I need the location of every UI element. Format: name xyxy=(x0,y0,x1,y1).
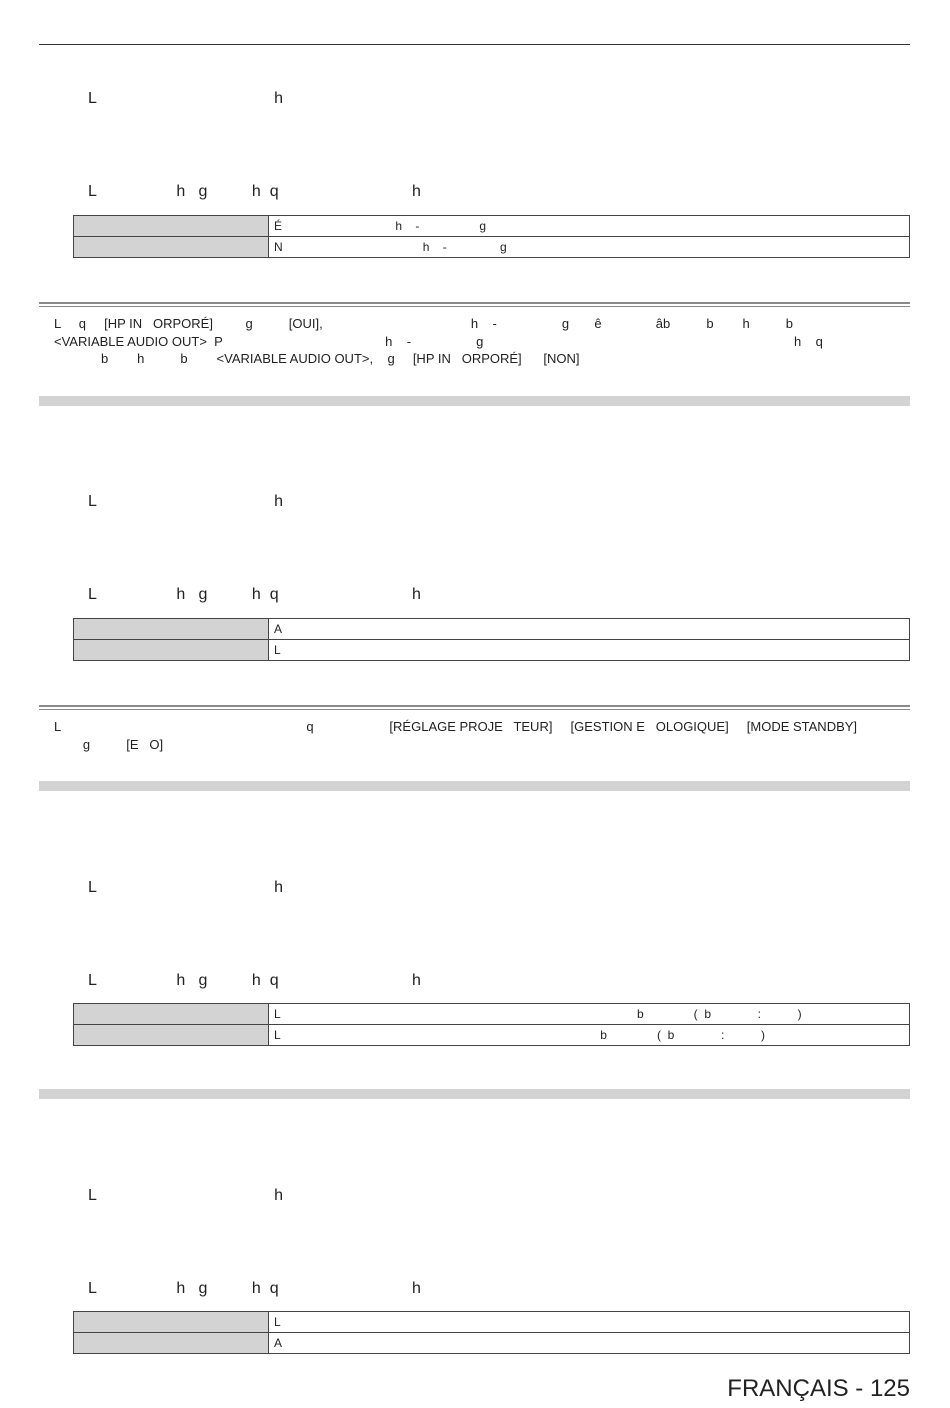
table-row xyxy=(74,216,910,237)
note-line: g [E O] xyxy=(54,737,164,752)
option-description: N h - g xyxy=(269,237,910,258)
section-4-intro: L h xyxy=(88,1187,284,1204)
option-key-cell xyxy=(74,640,269,661)
section-2-intro: L h xyxy=(88,493,284,510)
top-rule xyxy=(39,44,910,45)
option-key-cell xyxy=(74,619,269,640)
table-row xyxy=(74,1025,910,1046)
section-2-lead: L h g h q h xyxy=(88,586,421,603)
option-description: L xyxy=(269,640,910,661)
section-divider-bar xyxy=(39,396,910,406)
option-key-cell xyxy=(74,216,269,237)
option-description: A xyxy=(269,1333,910,1354)
section-3-intro: L h xyxy=(88,879,284,896)
option-key-cell xyxy=(74,1312,269,1333)
table-row xyxy=(74,619,910,640)
section-1-note xyxy=(39,302,910,372)
section-divider-bar xyxy=(39,1089,910,1099)
table-row xyxy=(74,237,910,258)
option-description: É h - g xyxy=(269,216,910,237)
table-row xyxy=(74,1312,910,1333)
table-row xyxy=(74,640,910,661)
table-row xyxy=(74,1004,910,1025)
section-2-note xyxy=(39,705,910,757)
option-key-cell xyxy=(74,1004,269,1025)
section-1-options-table xyxy=(73,215,910,258)
option-description: A xyxy=(269,619,910,640)
section-1-lead: L h g h q h xyxy=(88,183,421,200)
note-line: L q [RÉGLAGE PROJE TEUR] [GESTION E OLOGIQUE] [MODE STANDBY] xyxy=(54,719,858,734)
note-line: <VARIABLE AUDIO OUT> P h - g h q xyxy=(54,334,823,349)
option-description: L b ( b : ) xyxy=(269,1004,910,1025)
section-4-options-table xyxy=(73,1311,910,1354)
note-divider xyxy=(39,705,910,710)
section-3-lead: L h g h q h xyxy=(88,972,421,989)
option-key-cell xyxy=(74,1025,269,1046)
note-divider xyxy=(39,302,910,307)
section-divider-bar xyxy=(39,781,910,791)
section-3-options-table xyxy=(73,1003,910,1046)
option-key-cell xyxy=(74,237,269,258)
option-description: L xyxy=(269,1312,910,1333)
option-description: L b ( b : ) xyxy=(269,1025,910,1046)
section-1-intro: L h xyxy=(88,90,284,107)
page-footer-label: FRANÇAIS - 125 xyxy=(727,1375,910,1402)
note-line: L q [HP IN ORPORÉ] g [OUI], h - g ê âb b h b xyxy=(54,316,794,331)
section-2-options-table xyxy=(73,618,910,661)
note-line: b h b <VARIABLE AUDIO OUT>, g [HP IN ORPORÉ] [NON] xyxy=(54,351,580,366)
option-key-cell xyxy=(74,1333,269,1354)
section-4-lead: L h g h q h xyxy=(88,1280,421,1297)
table-row xyxy=(74,1333,910,1354)
